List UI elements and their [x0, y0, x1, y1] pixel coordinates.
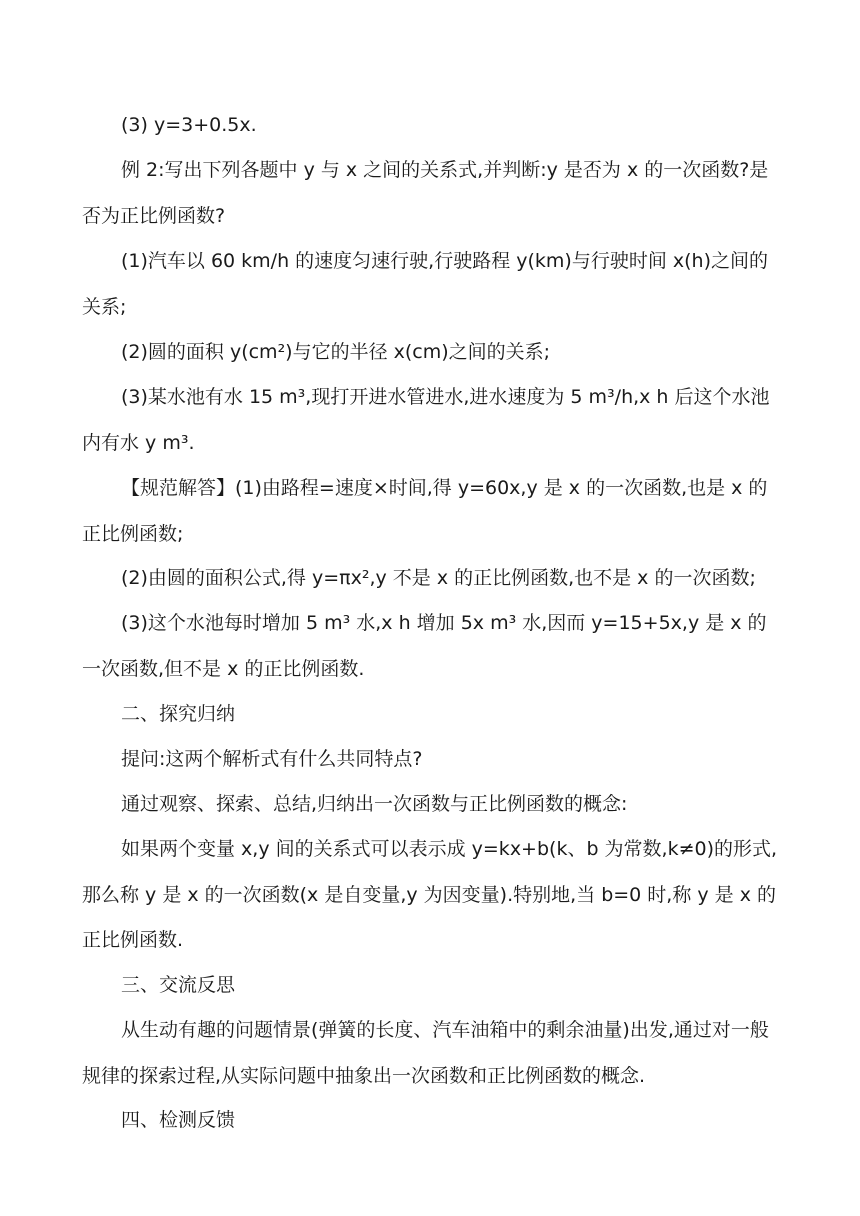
paragraph-14: 从生动有趣的问题情景(弹簧的长度、汽车油箱中的剩余油量)出发,通过对一般规律的探索过程,从实际问题中抽象出一次函数和正比例函数的概念.	[82, 1019, 769, 1087]
paragraph-4: (2)圆的面积 y(cm²)与它的半径 x(cm)之间的关系;	[121, 341, 551, 363]
paragraph-6: 【规范解答】(1)由路程=速度×时间,得 y=60x,y 是 x 的一次函数,也是 x 的正比例函数;	[82, 477, 768, 545]
paragraph-5: (3)某水池有水 15 m³,现打开进水管进水,进水速度为 5 m³/h,x h 后这个水池内有水 y m³.	[82, 386, 770, 454]
paragraph-2: 例 2:写出下列各题中 y 与 x 之间的关系式,并判断:y 是否为 x 的一次函数?是否为正比例函数?	[82, 159, 769, 227]
section-heading-2: 二、探究归纳	[121, 703, 236, 725]
paragraph-3: (1)汽车以 60 km/h 的速度匀速行驶,行驶路程 y(km)与行驶时间 x(h)之间的关系;	[82, 250, 768, 318]
paragraph-11: 通过观察、探索、总结,归纳出一次函数与正比例函数的概念:	[121, 793, 628, 815]
paragraph-8: (3)这个水池每时增加 5 m³ 水,x h 增加 5x m³ 水,因而 y=15+5x,y 是 x 的一次函数,但不是 x 的正比例函数.	[82, 612, 767, 680]
paragraph-12: 如果两个变量 x,y 间的关系式可以表示成 y=kx+b(k、b 为常数,k≠0)的形式,那么称 y 是 x 的一次函数(x 是自变量,y 为因变量).特别地,当 b=0 时,称 y 是 x 的正比例函数.	[82, 838, 778, 951]
section-heading-3: 三、交流反思	[121, 974, 236, 996]
section-heading-4: 四、检测反馈	[121, 1109, 236, 1131]
paragraph-1: (3) y=3+0.5x.	[121, 114, 257, 136]
paragraph-10: 提问:这两个解析式有什么共同特点?	[121, 748, 423, 770]
paragraph-7: (2)由圆的面积公式,得 y=πx²,y 不是 x 的正比例函数,也不是 x 的一次函数;	[121, 567, 756, 589]
